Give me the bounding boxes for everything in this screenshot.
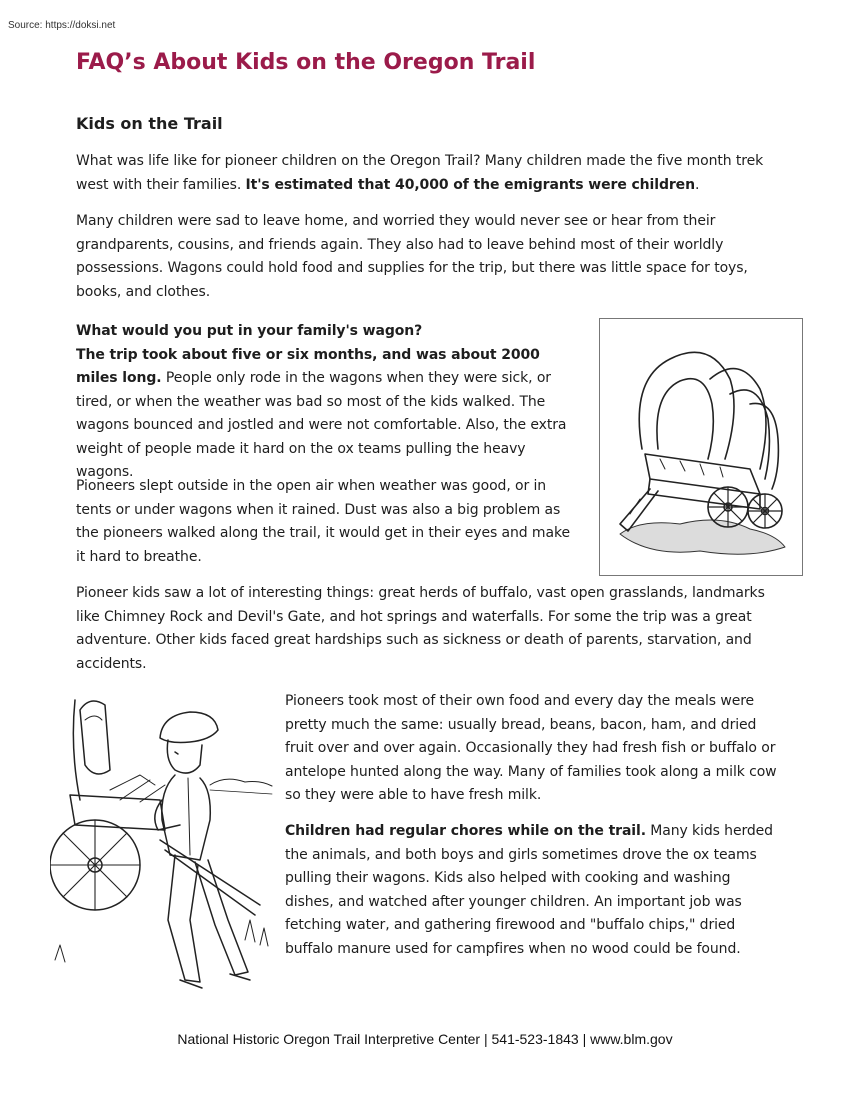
paragraph-food: Pioneers took most of their own food and every day the meals were pretty much the same: usually bread, beans, bacon, ham, and dried fruit over and over again. Occasionally they had fresh fish or buffalo or antelope hunted along the way. Many of families took along a milk cow so they were able to have fresh milk. bbox=[285, 693, 777, 803]
source-note: Source: https://doksi.net bbox=[8, 20, 116, 31]
wagon-illustration-frame bbox=[599, 318, 803, 576]
paragraph-intro bbox=[76, 150, 776, 197]
intro-end: . bbox=[694, 176, 700, 193]
intro-text: What was life like for pioneer children on the Oregon Trail? Many children made the five month trek west with their families. bbox=[76, 153, 764, 193]
intro-bold: It's estimated that 40,000 of the emigrants were children bbox=[245, 176, 695, 193]
trip-length: The trip took about five or six months, and was about 2000 miles long. bbox=[76, 346, 540, 386]
paragraph-wagon bbox=[76, 320, 576, 485]
paragraph-leaving-home: Many children were sad to leave home, and worried they would never see or hear from their grandparents, cousins, and friends again. They also had to leave behind most of their worldly possessions. Wagons could hold food and supplies for the trip, but there was little space for toys, books, and clothes. bbox=[76, 213, 748, 300]
wagon-question: What would you put in your family's wagon? bbox=[76, 323, 423, 339]
boy-with-wagon-illustration bbox=[50, 690, 275, 1000]
footer-contact: National Historic Oregon Trail Interpretive Center | 541-523-1843 | www.blm.gov bbox=[177, 1031, 673, 1047]
chores-text: Many kids herded the animals, and both boys and girls sometimes drove the ox teams pulling their wagons. Kids also helped with cooking and washing dishes, and watched after younger children. An important job was fetching water, and gathering firewood and "buffalo chips," dried buffalo manure used for campfires when no wood could be found. bbox=[285, 823, 773, 957]
paragraph-sleeping: Pioneers slept outside in the open air when weather was good, or in tents or under wagons when it rained. Dust was also a big problem as the pioneers walked along the trail, it would get in their eyes and make it hard to breathe. bbox=[76, 478, 570, 565]
chores-bold: Children had regular chores while on the trail. bbox=[285, 823, 646, 839]
wagon-text: People only rode in the wagons when they were sick, or tired, or when the weather was bad so most of the kids walked. The wagons bounced and jostled and were not comfortable. Also, the extra weight of people made it hard on the ox teams pulling the heavy wagons. bbox=[76, 370, 567, 480]
paragraph-chores bbox=[285, 820, 780, 961]
section-heading: Kids on the Trail bbox=[76, 114, 223, 133]
paragraph-sights: Pioneer kids saw a lot of interesting things: great herds of buffalo, vast open grasslands, landmarks like Chimney Rock and Devil's Gate, and hot springs and waterfalls. For some the trip was a great adventure. Other kids faced great hardships such as sickness or death of parents, starvation, and accidents. bbox=[76, 585, 765, 672]
covered-wagon-illustration bbox=[600, 319, 802, 575]
page-title: FAQ’s About Kids on the Oregon Trail bbox=[76, 50, 536, 75]
